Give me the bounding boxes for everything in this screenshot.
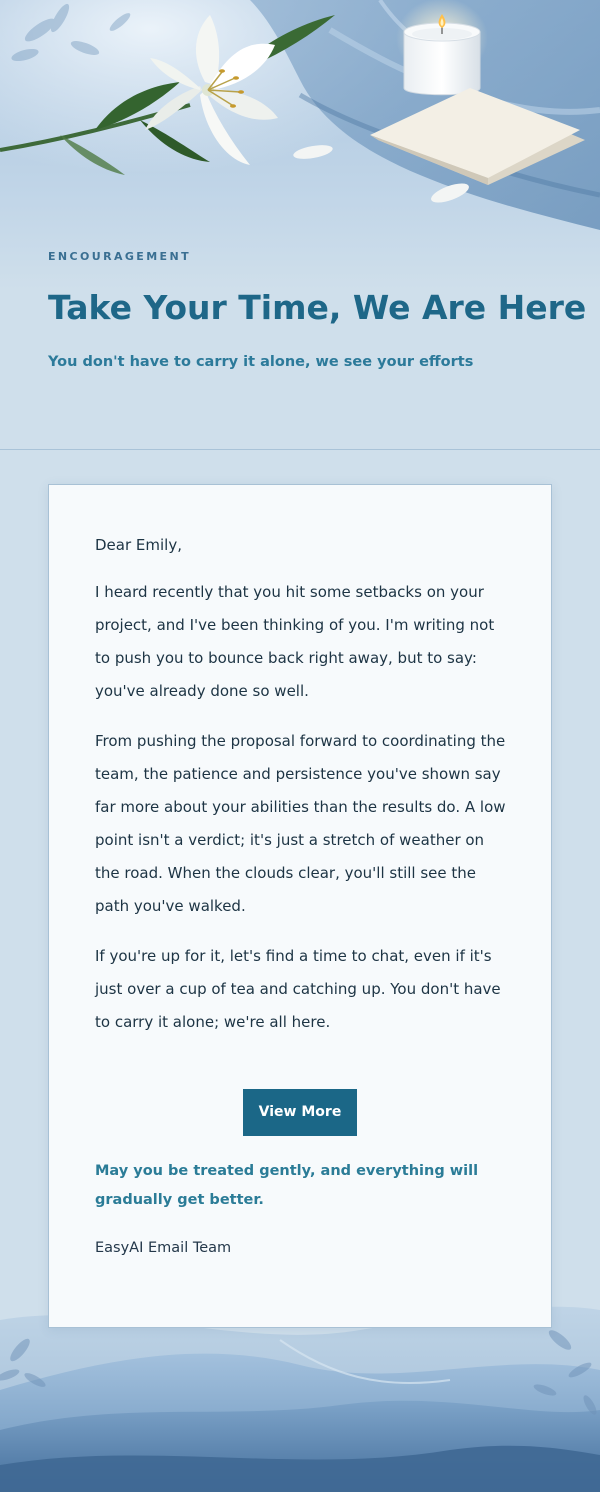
page-title: Take Your Time, We Are Here — [48, 288, 587, 327]
letter-paragraph-2: From pushing the proposal forward to coordinating the team, the patience and persistence you've shown say far more about your abilities than the results do. A low point isn't a verdict; it's just a stretch of weather on the road. When the clouds clear, you'll still see the path you've walked. — [95, 732, 506, 915]
letter-paragraph-1: I heard recently that you hit some setbacks on your project, and I've been thinking of you. I'm writing not to push you to bounce back right away, but to say: you've already done so well. — [95, 583, 495, 700]
letter-card — [48, 484, 552, 1328]
letter-paragraph-3: If you're up for it, let's find a time to chat, even if it's just over a cup of tea and catching up. You don't have to carry it alone; we're all here. — [95, 947, 501, 1031]
cta-container — [49, 1089, 551, 1136]
closing-message: May you be treated gently, and everything will gradually get better. — [95, 1163, 479, 1208]
view-more-button[interactable]: View More — [243, 1089, 357, 1136]
letter-body — [95, 529, 509, 1056]
page-subtitle: You don't have to carry it alone, we see your efforts — [48, 354, 474, 370]
category-eyebrow: ENCOURAGEMENT — [48, 250, 191, 263]
hero-divider — [0, 449, 600, 450]
hero-image — [0, 0, 600, 290]
letter-greeting: Dear Emily, — [95, 536, 182, 554]
hero-section — [0, 0, 600, 450]
signature: EasyAI Email Team — [95, 1240, 232, 1256]
